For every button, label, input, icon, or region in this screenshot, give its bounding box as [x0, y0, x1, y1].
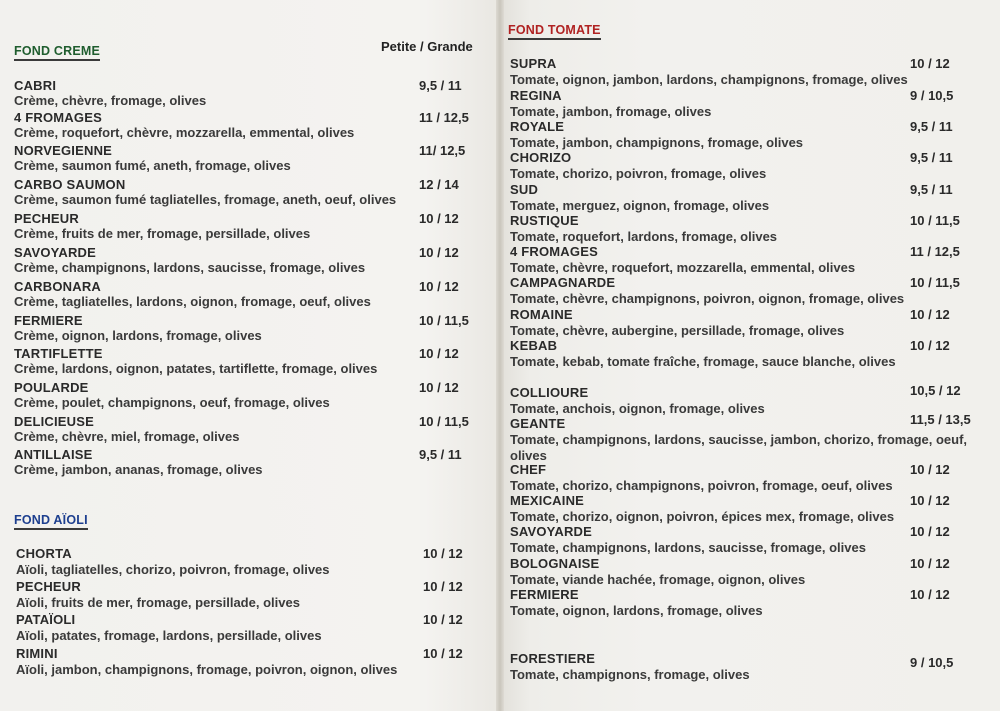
- item-description: Tomate, champignons, lardons, saucisse, jambon, chorizo, fromage, oeuf, olives: [510, 432, 968, 463]
- item-description: Crème, lardons, oignon, patates, tartiflette, fromage, olives: [14, 361, 378, 376]
- item-description: Tomate, roquefort, lardons, fromage, olives: [510, 229, 778, 244]
- item-price: 10 / 12: [910, 524, 950, 539]
- item-name: SUPRA: [510, 56, 557, 71]
- item-name: FERMIERE: [14, 313, 83, 328]
- item-description: Tomate, champignons, lardons, saucisse, fromage, olives: [510, 540, 866, 555]
- item-description: Aïoli, patates, fromage, lardons, persillade, olives: [16, 628, 322, 643]
- item-name: ROYALE: [510, 119, 565, 134]
- item-name: CHEF: [510, 462, 547, 477]
- item-description: Tomate, chèvre, roquefort, mozzarella, emmental, olives: [510, 260, 856, 275]
- item-price: 10 / 11,5: [419, 414, 469, 429]
- page-fold: [496, 0, 504, 711]
- item-description: Tomate, chèvre, aubergine, persillade, fromage, olives: [510, 323, 845, 338]
- item-price: 10 / 12: [910, 493, 950, 508]
- item-description: Crème, saumon fumé, aneth, fromage, olives: [14, 158, 291, 173]
- item-description: Crème, jambon, ananas, fromage, olives: [14, 462, 263, 477]
- item-price: 10 / 11,5: [910, 275, 960, 290]
- item-price: 10 / 12: [423, 579, 463, 594]
- item-name: 4 FROMAGES: [14, 110, 102, 125]
- section-title-fond-creme: FOND CREME: [14, 44, 100, 61]
- item-name: CARBO SAUMON: [14, 177, 126, 192]
- item-description: Aïoli, fruits de mer, fromage, persillade, olives: [16, 595, 300, 610]
- item-description: Crème, oignon, lardons, fromage, olives: [14, 328, 262, 343]
- item-price: 11 / 12,5: [910, 244, 960, 259]
- item-price: 10 / 12: [419, 279, 459, 294]
- item-price: 10,5 / 12: [910, 383, 961, 398]
- item-description: Tomate, jambon, champignons, fromage, olives: [510, 135, 804, 150]
- item-description: Aïoli, jambon, champignons, fromage, poivron, oignon, olives: [16, 662, 398, 677]
- item-price: 11 / 12,5: [419, 110, 469, 125]
- item-price: 9,5 / 11: [419, 78, 462, 93]
- item-description: Crème, poulet, champignons, oeuf, fromage, olives: [14, 395, 330, 410]
- item-description: Crème, chèvre, miel, fromage, olives: [14, 429, 240, 444]
- item-price: 11/ 12,5: [419, 143, 466, 158]
- item-price: 10 / 12: [910, 462, 950, 477]
- item-name: FORESTIERE: [510, 651, 596, 666]
- item-description: Tomate, merguez, oignon, fromage, olives: [510, 198, 770, 213]
- item-name: CHORIZO: [510, 150, 572, 165]
- item-price: 9,5 / 11: [419, 447, 462, 462]
- item-description: Aïoli, tagliatelles, chorizo, poivron, fromage, olives: [16, 562, 330, 577]
- item-description: Crème, saumon fumé tagliatelles, fromage, aneth, oeuf, olives: [14, 192, 397, 207]
- item-name: PECHEUR: [16, 579, 81, 594]
- item-description: Crème, roquefort, chèvre, mozzarella, emmental, olives: [14, 125, 355, 140]
- item-price: 10 / 12: [419, 380, 459, 395]
- item-price: 12 / 14: [419, 177, 459, 192]
- item-name: 4 FROMAGES: [510, 244, 598, 259]
- item-price: 9 / 10,5: [910, 655, 954, 670]
- item-name: RUSTIQUE: [510, 213, 579, 228]
- item-price: 10 / 12: [419, 245, 459, 260]
- item-name: CARBONARA: [14, 279, 102, 294]
- item-name: CAMPAGNARDE: [510, 275, 616, 290]
- item-price: 10 / 12: [910, 587, 950, 602]
- item-description: Tomate, oignon, jambon, lardons, champignons, fromage, olives: [510, 72, 908, 87]
- item-description: Crème, champignons, lardons, saucisse, fromage, olives: [14, 260, 366, 275]
- item-name: GEANTE: [510, 416, 566, 431]
- item-name: PECHEUR: [14, 211, 79, 226]
- item-name: FERMIERE: [510, 587, 579, 602]
- item-description: Crème, fruits de mer, fromage, persillade, olives: [14, 226, 311, 241]
- item-price: 10 / 11,5: [419, 313, 469, 328]
- item-price: 10 / 12: [423, 612, 463, 627]
- item-name: PATAÏOLI: [16, 612, 76, 627]
- item-description: Tomate, jambon, fromage, olives: [510, 104, 712, 119]
- item-price: 11,5 / 13,5: [910, 412, 971, 427]
- item-name: CABRI: [14, 78, 57, 93]
- item-price: 10 / 12: [419, 211, 459, 226]
- item-description: Tomate, chorizo, poivron, fromage, olives: [510, 166, 767, 181]
- item-price: 10 / 12: [423, 646, 463, 661]
- item-name: TARTIFLETTE: [14, 346, 103, 361]
- item-description: Crème, chèvre, fromage, olives: [14, 93, 207, 108]
- item-price: 10 / 12: [910, 307, 950, 322]
- item-name: SAVOYARDE: [14, 245, 96, 260]
- item-description: Crème, tagliatelles, lardons, oignon, fromage, oeuf, olives: [14, 294, 371, 309]
- item-name: DELICIEUSE: [14, 414, 95, 429]
- item-description: Tomate, anchois, oignon, fromage, olives: [510, 401, 765, 416]
- section-title-fond-aioli: FOND AÏOLI: [14, 513, 88, 530]
- item-price: 9,5 / 11: [910, 150, 953, 165]
- item-description: Tomate, chorizo, champignons, poivron, fromage, oeuf, olives: [510, 478, 893, 493]
- item-name: SAVOYARDE: [510, 524, 592, 539]
- item-price: 10 / 12: [910, 338, 950, 353]
- item-description: Tomate, chèvre, champignons, poivron, oignon, fromage, olives: [510, 291, 905, 306]
- menu-right-page: [500, 0, 1000, 711]
- item-description: Tomate, champignons, fromage, olives: [510, 667, 750, 682]
- item-price: 9 / 10,5: [910, 88, 954, 103]
- size-header: Petite / Grande: [381, 39, 473, 54]
- item-price: 9,5 / 11: [910, 182, 953, 197]
- item-price: 10 / 12: [910, 556, 950, 571]
- section-title-fond-tomate: FOND TOMATE: [508, 23, 601, 40]
- item-name: NORVEGIENNE: [14, 143, 113, 158]
- item-name: RIMINI: [16, 646, 58, 661]
- item-name: COLLIOURE: [510, 385, 589, 400]
- item-name: CHORTA: [16, 546, 72, 561]
- item-name: ANTILLAISE: [14, 447, 93, 462]
- item-description: Tomate, viande hachée, fromage, oignon, olives: [510, 572, 806, 587]
- item-name: POULARDE: [14, 380, 89, 395]
- item-name: MEXICAINE: [510, 493, 585, 508]
- item-name: BOLOGNAISE: [510, 556, 600, 571]
- item-price: 10 / 12: [419, 346, 459, 361]
- item-description: Tomate, chorizo, oignon, poivron, épices mex, fromage, olives: [510, 509, 895, 524]
- item-name: KEBAB: [510, 338, 558, 353]
- item-description: Tomate, kebab, tomate fraîche, fromage, sauce blanche, olives: [510, 354, 896, 369]
- item-price: 10 / 12: [910, 56, 950, 71]
- item-name: ROMAINE: [510, 307, 573, 322]
- item-name: SUD: [510, 182, 539, 197]
- item-description: Tomate, oignon, lardons, fromage, olives: [510, 603, 763, 618]
- item-price: 10 / 11,5: [910, 213, 960, 228]
- item-price: 10 / 12: [423, 546, 463, 561]
- item-price: 9,5 / 11: [910, 119, 953, 134]
- item-name: REGINA: [510, 88, 562, 103]
